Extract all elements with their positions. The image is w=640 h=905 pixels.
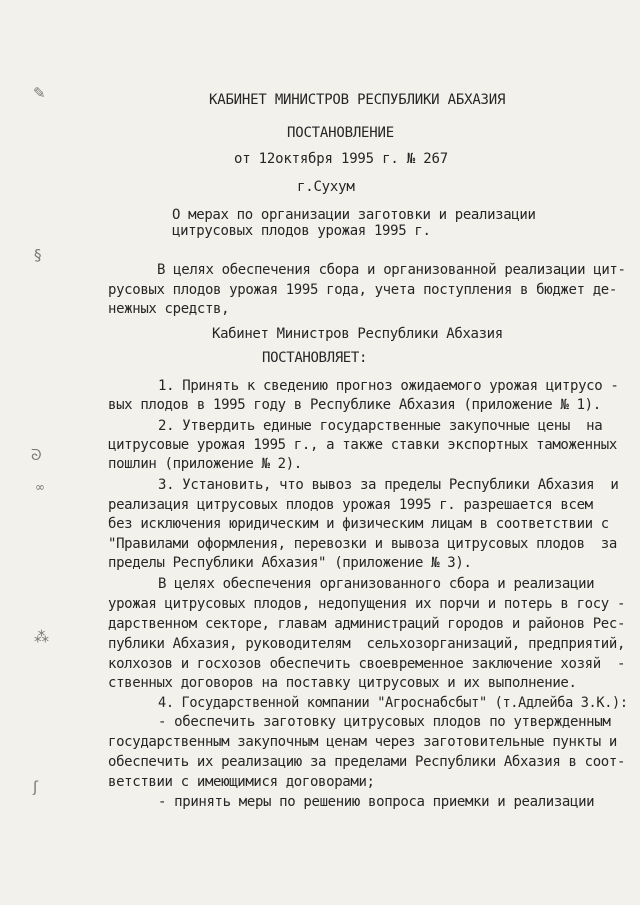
- body-line: В целях обеспечения организованного сбора и реализации: [158, 576, 595, 592]
- document-city: г.Сухум: [297, 179, 355, 195]
- body-line: дарственном секторе, главам администраций городов и районов Рес-: [108, 616, 626, 632]
- body-line: публики Абхазия, руководителям сельхозорганизаций, предприятий,: [108, 636, 626, 652]
- body-line: цитрусовые урожая 1995 г., а также ставки экспортных таможенных: [108, 437, 617, 453]
- preamble-line-1: В целях обеспечения сбора и организованной реализации цит-: [157, 262, 626, 278]
- body-line: - принять меры по решению вопроса приемки и реализации: [158, 794, 595, 810]
- body-line: урожая цитрусовых плодов, недопущения их порчи и потерь в госу -: [108, 596, 626, 612]
- body-line: - обеспечить заготовку цитрусовых плодов по утвержденным: [158, 714, 611, 730]
- body-line: реализация цитрусовых плодов урожая 1995 г. разрешается всем: [108, 497, 593, 513]
- body-line: 2. Утвердить единые государственные закупочные цены на: [158, 418, 603, 434]
- authority-line: Кабинет Министров Республики Абхазия: [212, 326, 503, 342]
- body-line: государственным закупочным ценам через заготовительные пункты и: [108, 734, 617, 750]
- preamble-line-2: русовых плодов урожая 1995 года, учета поступления в бюджет де-: [108, 282, 617, 298]
- margin-mark-6: ʃ: [33, 778, 39, 796]
- margin-mark-2: §: [34, 246, 42, 264]
- document-date-number: от 12октября 1995 г. № 267: [234, 151, 448, 167]
- margin-mark-4: ∞: [35, 480, 45, 494]
- preamble-line-3: нежных средств,: [108, 301, 230, 317]
- body-line: пределы Республики Абхазия" (приложение № 3).: [108, 555, 472, 571]
- margin-mark-3: ᘐ: [31, 446, 42, 464]
- body-line: 1. Принять к сведению прогноз ожидаемого урожая цитрусо -: [158, 378, 619, 394]
- body-line: ственных договоров на поставку цитрусовых и их выполнение.: [108, 675, 577, 691]
- body-line: ветствии с имеющимися договорами;: [108, 774, 375, 790]
- organization-title: КАБИНЕТ МИНИСТРОВ РЕСПУБЛИКИ АБХАЗИЯ: [209, 92, 506, 108]
- body-line: пошлин (приложение № 2).: [108, 456, 302, 472]
- body-line: вых плодов в 1995 году в Республике Абхазия (приложение № 1).: [108, 397, 601, 413]
- body-line: "Правилами оформления, перевозки и вывоза цитрусовых плодов за: [108, 536, 617, 552]
- margin-mark-5: ⁂: [34, 628, 49, 646]
- margin-mark-1: ✎: [33, 84, 46, 102]
- body-line: без исключения юридическим и физическим лицам в соответствии с: [108, 516, 609, 532]
- body-line: колхозов и госхозов обеспечить своевременное заключение хозяй -: [108, 656, 626, 672]
- subject-line-2: цитрусовых плодов урожая 1995 г.: [172, 223, 431, 239]
- document-type: ПОСТАНОВЛЕНИЕ: [287, 125, 394, 141]
- body-line: обеспечить их реализацию за пределами Республики Абхазия в соот-: [108, 754, 626, 770]
- body-line: 3. Установить, что вывоз за пределы Республики Абхазия и: [158, 477, 619, 493]
- body-line: 4. Государственной компании "Агроснабсбыт" (т.Адлейба З.К.):: [158, 695, 628, 711]
- decree-line: ПОСТАНОВЛЯЕТ:: [262, 350, 368, 366]
- subject-line-1: О мерах по организации заготовки и реализации: [172, 207, 536, 223]
